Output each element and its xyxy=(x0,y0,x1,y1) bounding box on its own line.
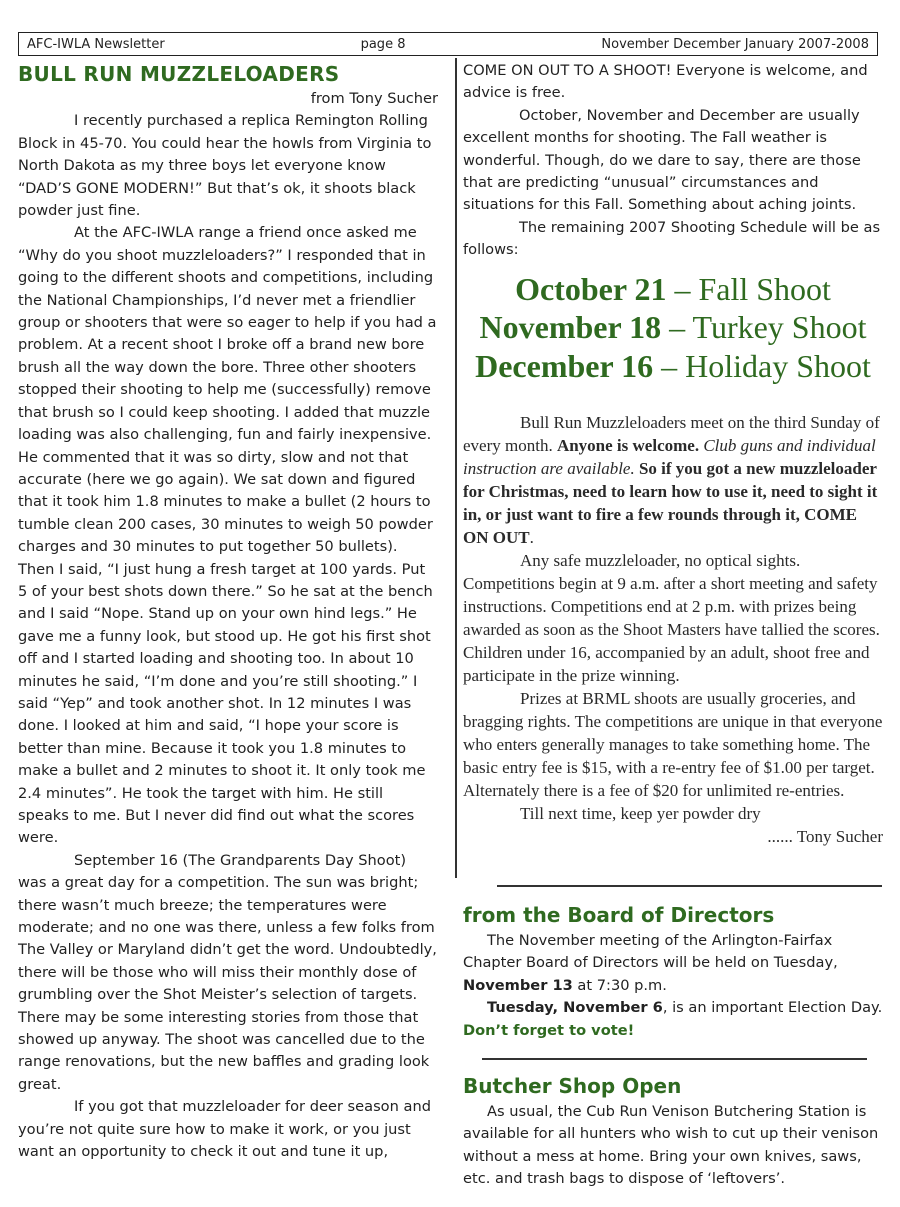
welcome-text: Anyone is welcome. xyxy=(556,436,700,456)
schedule-event: Holiday Shoot xyxy=(685,347,871,384)
butcher-paragraph: As usual, the Cub Run Venison Butchering Station is available for all hunters who wish to cut up their venison without a mess at home. Bring your own knives, saws, etc. and trash bags to dispose of ‘leftovers’. xyxy=(463,1103,879,1188)
schedule-date: October 21 xyxy=(515,270,667,307)
shooting-schedule xyxy=(463,270,883,386)
column-divider xyxy=(455,58,457,878)
page-number: page 8 xyxy=(360,36,406,52)
schedule-event: Fall Shoot xyxy=(698,270,831,307)
board-text: The November meeting of the Arlington-Fairfax Chapter Board of Directors will be held on Tuesday, xyxy=(463,932,838,972)
schedule-separator: – xyxy=(661,309,693,346)
election-text: , is an important Election Day. xyxy=(662,999,883,1017)
election-date: Tuesday, November 6 xyxy=(487,999,663,1017)
butcher-title: Butcher Shop Open xyxy=(463,1074,682,1098)
prizes-paragraph: Prizes at BRML shoots are usually groceries, and bragging rights. The competitions are unique in that everyone who enters generally manages to take something home. The basic entry fee is $15, with a re-entry fee of $1.00 per target. Alternately there is a fee of $20 for unlimited re-entries. xyxy=(463,689,883,801)
meeting-text: Bull Run Muzzleloaders meet on the third Sunday of every month. xyxy=(463,413,880,456)
article-paragraph: October, November and December are usually excellent months for shooting. The Fall weather is wonderful. Though, do we dare to say, there are those that are predicting “unusual” circumstances and situations for this Fall. Something about aching joints. xyxy=(463,106,861,214)
meeting-date: November 13 xyxy=(463,976,573,994)
schedule-separator: – xyxy=(653,347,686,384)
schedule-separator: – xyxy=(666,270,699,307)
schedule-item xyxy=(463,347,883,386)
article-right-column xyxy=(463,60,883,848)
board-section xyxy=(463,900,883,1042)
meeting-time: at 7:30 p.m. xyxy=(572,976,667,994)
section-rule xyxy=(482,1058,867,1060)
meeting-period: . xyxy=(529,528,534,548)
article-paragraph: I recently purchased a replica Remington Rolling Block in 45-70. You could hear the howls from Virginia to North Dakota as my three boys let everyone know “DAD’S GONE MODERN!” But that’s ok, it shoots black powder just fine. xyxy=(18,112,432,220)
vote-reminder: Don’t forget to vote! xyxy=(463,1021,635,1039)
board-title: from the Board of Directors xyxy=(463,903,775,927)
rules-paragraph: Any safe muzzleloader, no optical sights. Competitions begin at 9 a.m. after a short meeting and safety instructions. Competitions end at 2 p.m. with prizes being awarded as soon as the Shoot Masters have tallied the scores. Children under 16, accompanied by an adult, shoot free and participate in the prize winning. xyxy=(463,551,880,686)
article-paragraph: COME ON OUT TO A SHOOT! Everyone is welcome, and advice is free. xyxy=(463,62,868,102)
election-paragraph xyxy=(463,997,883,1042)
article-paragraph: If you got that muzzleloader for deer season and you’re not quite sure how to make it work, or you just want an opportunity to check it out and tune it up, xyxy=(18,1098,431,1161)
meeting-paragraph xyxy=(463,411,883,549)
article-byline: from Tony Sucher xyxy=(310,90,438,107)
schedule-date: November 18 xyxy=(479,309,662,346)
schedule-item xyxy=(463,270,883,309)
issue-date: November December January 2007-2008 xyxy=(601,36,869,52)
signoff: ...... Tony Sucher xyxy=(767,827,883,847)
article-left-column xyxy=(18,60,438,1164)
article-paragraph: The remaining 2007 Shooting Schedule will be as follows: xyxy=(463,218,881,259)
board-paragraph xyxy=(463,930,883,997)
closing-line: Till next time, keep yer powder dry xyxy=(520,804,761,824)
article-title: BULL RUN MUZZLELOADERS xyxy=(18,62,340,86)
schedule-date: December 16 xyxy=(475,347,654,384)
schedule-event: Turkey Shoot xyxy=(692,309,867,346)
schedule-item xyxy=(463,308,883,347)
article-paragraph: At the AFC-IWLA range a friend once asked me “Why do you shoot muzzleloaders?” I responded that in going to the different shoots and competitions, including the National Championships, I’d never met a friendlier group or shooters that were so eager to help if you had a problem. At a recent shoot I broke off a brand new bore brush all the way down the bore. Three other shooters stopped their shooting to help me (successfully) remove that brush so I could keep shooting. I added that muzzle loading was also challenging, fun and fairly inexpensive. He commented that it was so dirty, slow and not that accurate (here we go again). We sat down and figured that it took him 1.8 minutes to make a bullet (2 hours to tumble clean 200 cases, 30 minutes to weigh 50 powder charges and 30 minutes to put together 50 bullets). Then I said, “I just hung a fresh target at 100 yards. Put 5 of your best shots down there.” So he sat at the bench and I said “Nope. Stand up on your own hind legs.” He gave me a funny look, but stood up. He got his first shot off and I started loading and shooting too. In about 10 minutes he said, “I’m done and you’re still shooting.” I said “Yep” and took another shot. In 12 minutes I was done. I looked at him and said, “I hope your score is better than mine. Because it took you 1.8 minutes to make a bullet and 2 minutes to shoot it. It only took me 2.4 minutes”. He took the target with him. He still speaks to me. But I never did find out what the scores were. xyxy=(18,224,437,847)
newsletter-name: AFC-IWLA Newsletter xyxy=(27,36,165,52)
newsletter-header xyxy=(18,32,878,56)
meeting-info xyxy=(463,411,883,848)
instruction-text: Club guns and individual instruction are available. xyxy=(463,436,876,479)
butcher-section xyxy=(463,1071,883,1191)
section-rule xyxy=(497,885,882,887)
come-out-text: So if you got a new muzzleloader for Christmas, need to learn how to use it, need to sight it in, or just want to fire a few rounds through it, COME ON OUT xyxy=(463,459,878,548)
article-paragraph: September 16 (The Grandparents Day Shoot) was a great day for a competition. The sun was bright; there wasn’t much breeze; the temperatures were moderate; and no one was there, unless a few folks from The Valley or Maryland didn’t get the word. Undoubtedly, there will be those who will miss their monthly dose of grumbling over the Shot Meister’s selection of targets. There may be some interesting stories from those that showed up anyway. The shoot was cancelled due to the range renovations, but the new baffles and grading look great. xyxy=(18,851,437,1093)
